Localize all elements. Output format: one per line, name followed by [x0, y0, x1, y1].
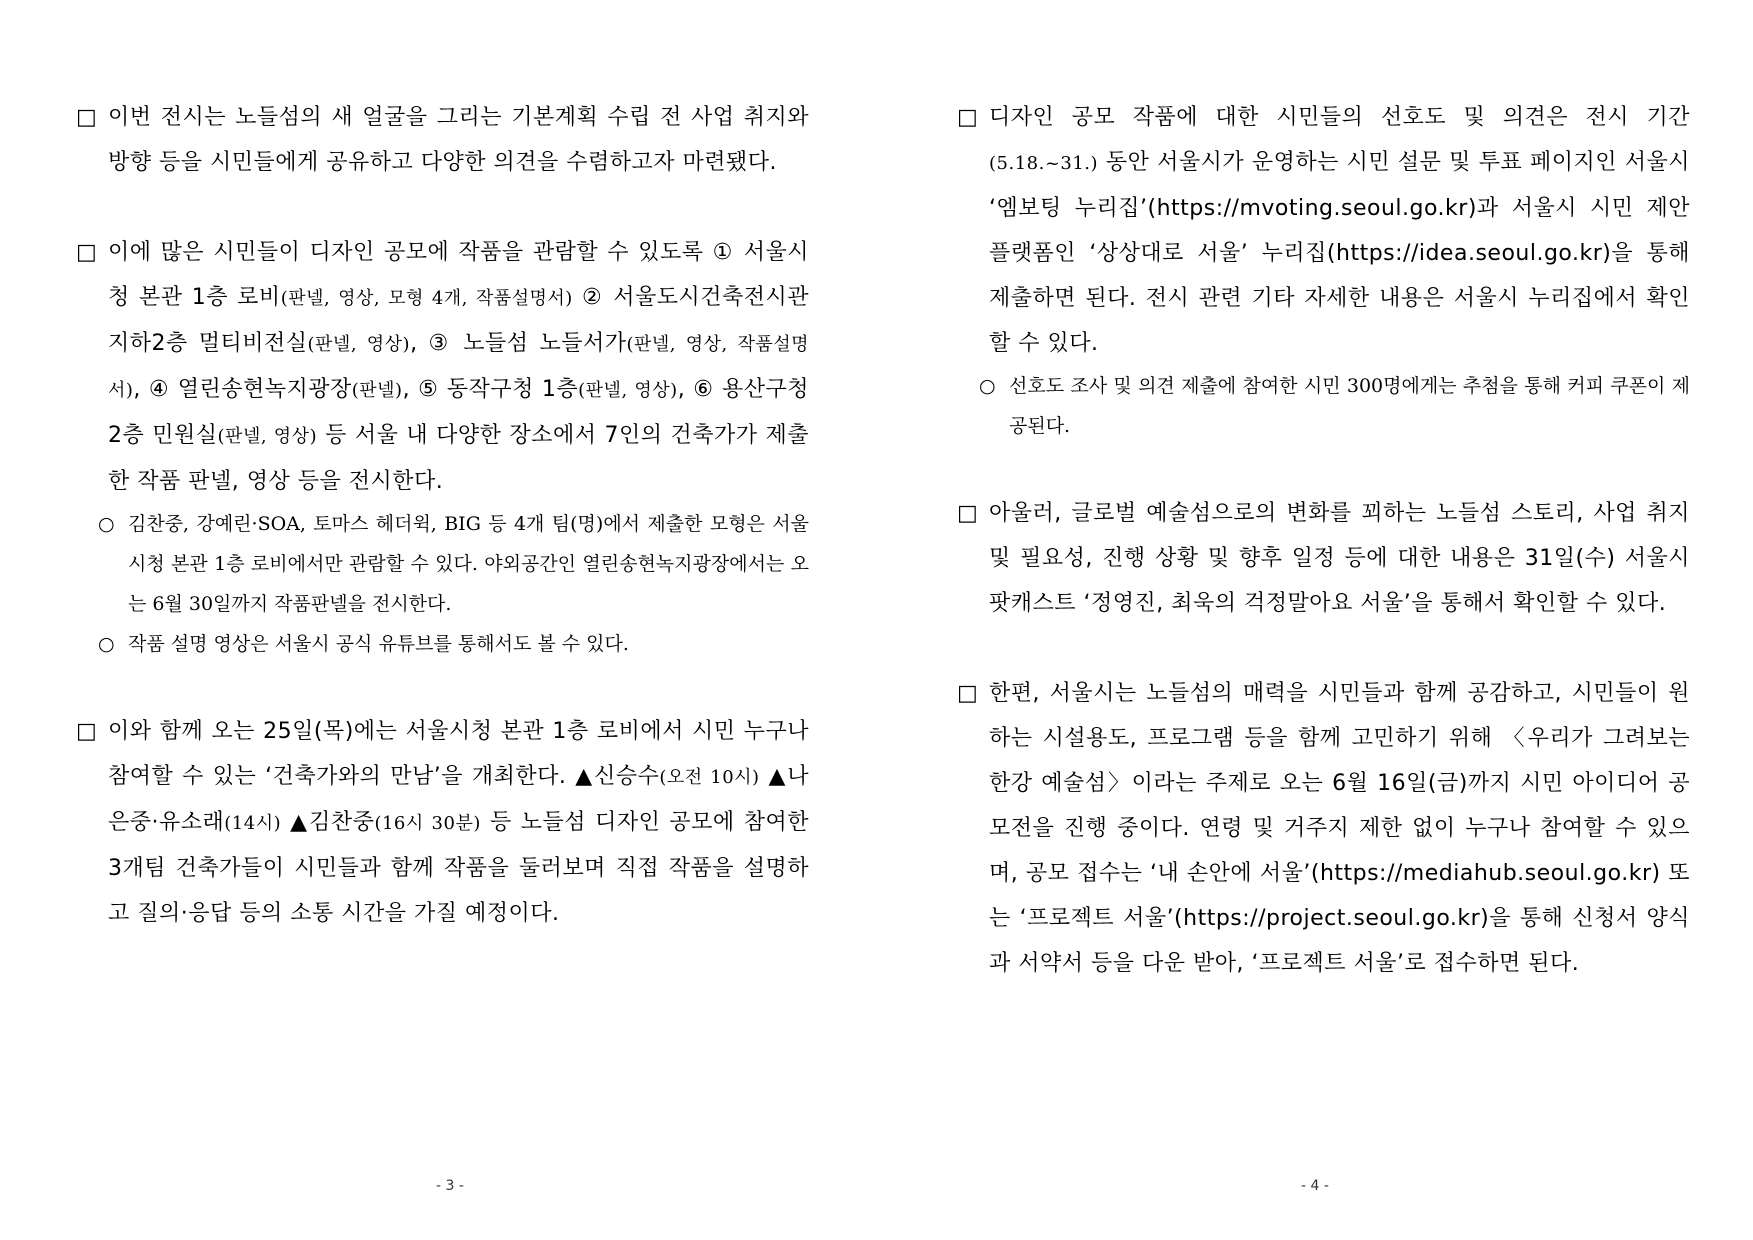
- page-4-body: [957, 95, 1690, 986]
- square-bullet-icon: □: [957, 105, 979, 130]
- paragraph-exhibition-venues: [76, 230, 809, 504]
- venues-note-6: (판넬, 영상): [217, 426, 318, 447]
- square-bullet-icon: □: [76, 105, 98, 130]
- meeting-note-2: (14시): [224, 813, 282, 834]
- sub-item-text: 작품 설명 영상은 서울시 공식 유튜브를 통해서도 볼 수 있다.: [128, 633, 629, 655]
- sub-item-models: [76, 504, 809, 624]
- venues-note-4: (판넬): [351, 380, 403, 401]
- meeting-text-3: ▲김찬중: [281, 810, 375, 835]
- venues-text-6: , ⑥ 용산구청 2층 민원실: [108, 377, 810, 448]
- page-number: - 4 -: [1301, 1178, 1329, 1194]
- survey-text-2: 동안 서울시가 운영하는 시민 설문 및 투표 페이지인 서울시 ‘엠보팅 누리집’(https://mvoting.seoul.go.kr)과 서울시 시민 제안 플랫폼인 ‘상상대로 서울’ 누리집(https://idea.seoul.go.kr)을 통해 제출하면 된다. 전시 관련 기타 자세한 내용은 서울시 누리집에서 확인할 수 있다.: [989, 150, 1690, 356]
- venues-text-1: 이에 많은 시민들이 디자인 공모에 작품을 관람할 수 있도록 ① 서울시청 본관 1층 로비: [108, 240, 809, 310]
- venues-text-3: , ③ 노들섬 노들서가: [410, 331, 627, 356]
- venues-note-1: (판넬, 영상, 모형 4개, 작품설명서): [280, 288, 573, 309]
- venues-text-5: , ⑤ 동작구청 1층: [402, 377, 579, 402]
- page-number: - 3 -: [436, 1178, 464, 1194]
- square-bullet-icon: □: [76, 240, 98, 265]
- page-3: [0, 0, 876, 1240]
- venues-note-5: (판넬, 영상): [578, 380, 678, 401]
- sub-item-youtube: [76, 624, 809, 664]
- paragraph-exhibition-purpose: [76, 95, 809, 185]
- square-bullet-icon: □: [957, 681, 979, 706]
- circle-bullet-icon: ○: [979, 375, 996, 397]
- venues-note-2: (판넬, 영상): [307, 334, 411, 355]
- meeting-text-1: 이와 함께 오는 25일(목)에는 서울시청 본관 1층 로비에서 시민 누구나 참여할 수 있는 ‘건축가와의 만남’을 개최한다. ▲신승수: [108, 719, 809, 789]
- meeting-text-4: 등 노들섬 디자인 공모에 참여한 3개팀 건축가들이 시민들과 함께 작품을 둘러보며 직접 작품을 설명하고 질의·응답 등의 소통 시간을 가질 예정이다.: [108, 810, 809, 926]
- meeting-note-3: (16시 30분): [374, 813, 481, 834]
- square-bullet-icon: □: [76, 719, 98, 744]
- page-3-body: [76, 95, 809, 936]
- sub-item-text: 김찬중, 강예린·SOA, 토마스 헤더윅, BIG 등 4개 팀(명)에서 제출한 모형은 서울시청 본관 1층 로비에서만 관람할 수 있다. 야외공간인 열린송현녹지광장에서는 오는 6월 30일까지 작품판넬을 전시한다.: [128, 513, 809, 615]
- paragraph-idea-contest: [957, 671, 1690, 986]
- paragraph-podcast: [957, 491, 1690, 626]
- survey-text-1: 디자인 공모 작품에 대한 시민들의 선호도 및 의견은 전시 기간: [989, 105, 1690, 130]
- page-4: [877, 0, 1753, 1240]
- paragraph-text: 아울러, 글로벌 예술섬으로의 변화를 꾀하는 노들섬 스토리, 사업 취지 및 필요성, 진행 상황 및 향후 일정 등에 대한 내용은 31일(수) 서울시 팟캐스트 ‘정영진, 최욱의 걱정말아요 서울’을 통해서 확인할 수 있다.: [989, 501, 1690, 616]
- circle-bullet-icon: ○: [98, 513, 115, 535]
- sub-item-coupon: [957, 366, 1690, 446]
- circle-bullet-icon: ○: [98, 633, 115, 655]
- paragraph-architect-meeting: [76, 709, 809, 936]
- survey-note-1: (5.18.~31.): [989, 153, 1099, 174]
- paragraph-text: 이번 전시는 노들섬의 새 얼굴을 그리는 기본계획 수립 전 사업 취지와 방향 등을 시민들에게 공유하고 다양한 의견을 수렴하고자 마련됐다.: [108, 105, 809, 175]
- venues-text-7: 등 서울 내 다양한 장소에서 7인의 건축가가 제출한 작품 판넬, 영상 등을 전시한다.: [108, 423, 810, 494]
- venues-text-4: , ④ 열린송현녹지광장: [133, 377, 352, 402]
- meeting-text-2: ▲나은중·유소래: [108, 764, 809, 835]
- venues-note-3: (판넬, 영상, 작품설명서): [108, 334, 810, 401]
- meeting-note-1: (오전 10시): [659, 767, 760, 788]
- venues-text-2: ② 서울도시건축전시관 지하2층 멀티비전실: [108, 285, 809, 356]
- sub-item-text: 선호도 조사 및 의견 제출에 참여한 시민 300명에게는 추첨을 통해 커피 쿠폰이 제공된다.: [1009, 375, 1690, 437]
- paragraph-preference-survey: [957, 95, 1690, 366]
- paragraph-text: 한편, 서울시는 노들섬의 매력을 시민들과 함께 공감하고, 시민들이 원하는 시설용도, 프로그램 등을 함께 고민하기 위해 〈우리가 그려보는 한강 예술섬〉이라는 주제로 오는 6월 16일(금)까지 시민 아이디어 공모전을 진행 중이다. 연령 및 거주지 제한 없이 누구나 참여할 수 있으며, 공모 접수는 ‘내 손안에 서울’(https://mediahub.seoul.go.kr) 또는 ‘프로젝트 서울’(https://project.seoul.go.kr)을 통해 신청서 양식과 서약서 등을 다운 받아, ‘프로젝트 서울’로 접수하면 된다.: [989, 681, 1690, 976]
- square-bullet-icon: □: [957, 501, 979, 526]
